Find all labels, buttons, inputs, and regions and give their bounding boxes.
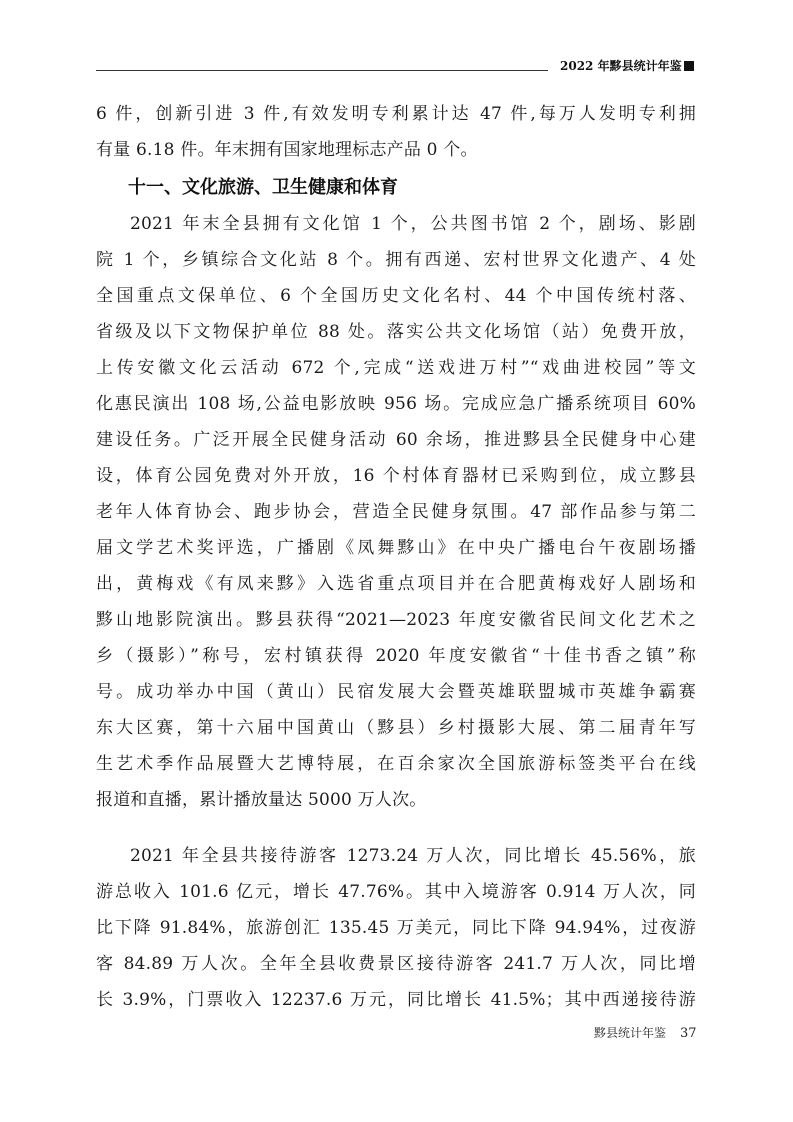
text-line: 长 3.9%，门票收入 12237.6 万元，同比增长 41.5%；其中西递接待游 (96, 990, 696, 1010)
page-footer (594, 1024, 697, 1041)
text-line: 省级及以下文物保护单位 88 处。落实公共文化场馆（站）免费开放， (96, 322, 696, 342)
continuation-text (96, 96, 696, 168)
text-line: 化惠民演出 108 场,公益电影放映 956 场。完成应急广播系统项目 60% (96, 394, 696, 414)
text-line: 上传安徽文化云活动 672 个,完成“送戏进万村”“戏曲进校园”等文 (96, 358, 696, 378)
text-line: 届文学艺术奖评选，广播剧《凤舞黟山》在中央广播电台午夜剧场播 (96, 538, 696, 558)
text-line: 报道和直播，累计播放量达 5000 万人次。 (96, 790, 427, 810)
section-heading: 十一、文化旅游、卫生健康和体育 (128, 177, 398, 198)
text-line: 游总收入 101.6 亿元，增长 47.76%。其中入境游客 0.914 万人次，同 (96, 882, 696, 902)
text-line: 东大区赛，第十六届中国黄山（黟县）乡村摄影大展、第二届青年写 (96, 718, 696, 738)
footer-label: 黟县统计年鉴 (594, 1026, 667, 1040)
text-line: 建设任务。广泛开展全民健身活动 60 余场，推进黟县全民健身中心建 (96, 430, 696, 450)
paragraph-tourism (96, 838, 696, 1018)
text-line: 全国重点文保单位、6 个全国历史文化名村、44 个中国传统村落、 (96, 286, 696, 306)
text-line: 乡（摄影）”称号，宏村镇获得 2020 年度安徽省“十佳书香之镇”称 (96, 646, 696, 666)
text-line: 2021 年全县共接待游客 1273.24 万人次，同比增长 45.56%，旅 (130, 846, 696, 866)
paragraph-culture (96, 206, 696, 818)
text-line: 出，黄梅戏《有凤来黟》入选省重点项目并在合肥黄梅戏好人剧场和 (96, 574, 696, 594)
text-line: 6 件，创新引进 3 件,有效发明专利累计达 47 件,每万人发明专利拥 (96, 104, 696, 124)
text-line: 比下降 91.84%，旅游创汇 135.45 万美元，同比下降 94.94%，过夜游 (96, 918, 696, 938)
text-line: 老年人体育协会、跑步协会，营造全民健身氛围。47 部作品参与第二 (96, 502, 696, 522)
text-line: 院 1 个，乡镇综合文化站 8 个。拥有西递、宏村世界文化遗产、4 处 (96, 250, 696, 270)
header-rule (96, 70, 548, 71)
page-number: 37 (680, 1026, 697, 1041)
text-line: 有量 6.18 件。年末拥有国家地理标志产品 0 个。 (96, 140, 478, 160)
text-line: 2021 年末全县拥有文化馆 1 个，公共图书馆 2 个，剧场、影剧 (130, 214, 696, 234)
text-line: 号。成功举办中国（黄山）民宿发展大会暨英雄联盟城市英雄争霸赛 (96, 682, 696, 702)
running-header (560, 57, 694, 74)
text-line: 设，体育公园免费对外开放，16 个村体育器材已采购到位，成立黟县 (96, 466, 696, 486)
running-header-title: 2022 年黟县统计年鉴 (560, 59, 682, 73)
header-square-icon (684, 61, 694, 71)
text-line: 生艺术季作品展暨大艺博特展，在百余家次全国旅游标签类平台在线 (96, 754, 696, 774)
text-line: 黟山地影院演出。黟县获得“2021—2023 年度安徽省民间文化艺术之 (96, 610, 696, 630)
text-line: 客 84.89 万人次。全年全县收费景区接待游客 241.7 万人次，同比增 (96, 954, 696, 974)
